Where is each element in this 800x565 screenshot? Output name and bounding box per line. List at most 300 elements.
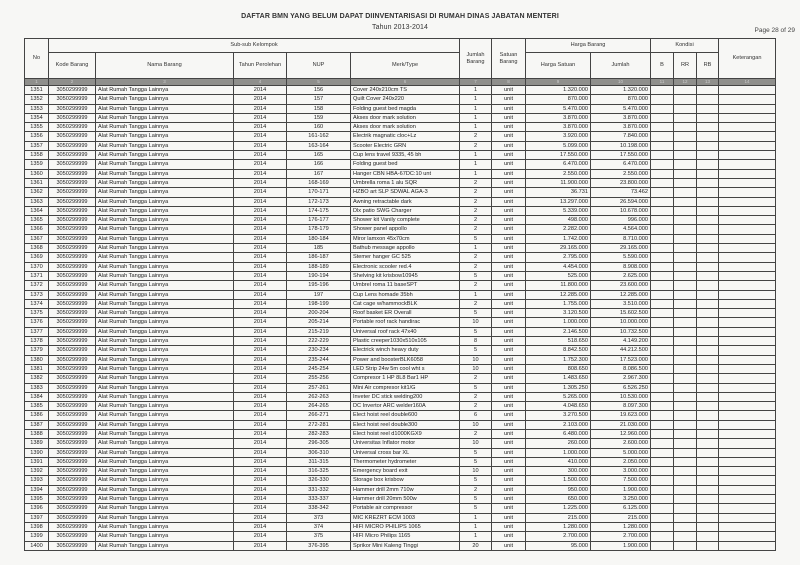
cell-jumlah-barang: 2 [460, 262, 492, 271]
cell-harga-jumlah: 12.285.000 [591, 290, 651, 299]
table-row [25, 132, 776, 141]
cell-harga-satuan: 1.742.000 [526, 234, 591, 243]
cell-nama-barang: Alat Rumah Tangga Lainnya [96, 178, 234, 187]
column-number: 10 [591, 79, 651, 86]
cell-kondisi-rb [697, 532, 719, 541]
cell-nup: 186-187 [287, 253, 351, 262]
cell-nama-barang: Alat Rumah Tangga Lainnya [96, 374, 234, 383]
cell-nup: 156 [287, 86, 351, 95]
cell-merk-type: Hammer drill 20mm 500w [351, 495, 460, 504]
cell-nama-barang: Alat Rumah Tangga Lainnya [96, 495, 234, 504]
cell-keterangan [719, 234, 776, 243]
cell-harga-jumlah: 2.967.300 [591, 374, 651, 383]
table-row [25, 281, 776, 290]
cell-harga-satuan: 2.700.000 [526, 532, 591, 541]
cell-jumlah-barang: 1 [460, 104, 492, 113]
cell-kondisi-b [651, 309, 674, 318]
cell-harga-jumlah: 3.250.000 [591, 495, 651, 504]
cell-satuan: unit [492, 355, 526, 364]
cell-merk-type: Storage box krisbow [351, 476, 460, 485]
cell-no: 1380 [25, 355, 49, 364]
cell-kondisi-rr [674, 337, 697, 346]
cell-keterangan [719, 374, 776, 383]
cell-merk-type: MIC KREZRT ECM 1003 [351, 513, 460, 522]
cell-harga-satuan: 2.146.500 [526, 327, 591, 336]
cell-kondisi-rr [674, 318, 697, 327]
cell-kondisi-b [651, 244, 674, 253]
cell-no: 1356 [25, 132, 49, 141]
cell-jumlah-barang: 2 [460, 402, 492, 411]
cell-kondisi-rr [674, 513, 697, 522]
cell-keterangan [719, 225, 776, 234]
cell-kode-barang: 3050299999 [49, 402, 96, 411]
cell-harga-jumlah: 3.000.000 [591, 467, 651, 476]
cell-kondisi-rr [674, 234, 697, 243]
cell-jumlah-barang: 2 [460, 132, 492, 141]
cell-kode-barang: 3050299999 [49, 160, 96, 169]
cell-harga-jumlah: 19.623.000 [591, 411, 651, 420]
cell-keterangan [719, 457, 776, 466]
cell-keterangan [719, 86, 776, 95]
cell-satuan: unit [492, 476, 526, 485]
cell-keterangan [719, 299, 776, 308]
cell-no: 1369 [25, 253, 49, 262]
table-row [25, 318, 776, 327]
table-row [25, 513, 776, 522]
table-row [25, 504, 776, 513]
cell-nup: 158 [287, 104, 351, 113]
cell-harga-satuan: 3.270.500 [526, 411, 591, 420]
cell-no: 1394 [25, 485, 49, 494]
cell-harga-jumlah: 17.550.000 [591, 151, 651, 160]
cell-merk-type: Miror lamxon 45x70cm [351, 234, 460, 243]
cell-merk-type: Electrik magnatic cloc+Lz [351, 132, 460, 141]
cell-nup: 161-162 [287, 132, 351, 141]
cell-keterangan [719, 123, 776, 132]
cell-kondisi-rb [697, 123, 719, 132]
cell-kode-barang: 3050299999 [49, 364, 96, 373]
table-row [25, 532, 776, 541]
cell-nup: 266-271 [287, 411, 351, 420]
cell-keterangan [719, 420, 776, 429]
cell-harga-satuan: 5.470.000 [526, 104, 591, 113]
cell-keterangan [719, 392, 776, 401]
cell-kondisi-b [651, 439, 674, 448]
cell-tahun: 2014 [234, 216, 287, 225]
cell-satuan: unit [492, 402, 526, 411]
cell-kondisi-b [651, 485, 674, 494]
cell-no: 1372 [25, 281, 49, 290]
cell-keterangan [719, 541, 776, 550]
cell-jumlah-barang: 5 [460, 383, 492, 392]
cell-nup: 264-265 [287, 402, 351, 411]
cell-kode-barang: 3050299999 [49, 225, 96, 234]
cell-merk-type: Emergency board exit [351, 467, 460, 476]
cell-nama-barang: Alat Rumah Tangga Lainnya [96, 169, 234, 178]
column-number: 12 [674, 79, 697, 86]
cell-harga-jumlah: 5.590.000 [591, 253, 651, 262]
cell-nup: 326-330 [287, 476, 351, 485]
cell-harga-satuan: 13.297.000 [526, 197, 591, 206]
cell-harga-satuan: 11.800.000 [526, 281, 591, 290]
cell-kondisi-b [651, 216, 674, 225]
cell-tahun: 2014 [234, 95, 287, 104]
table-row [25, 86, 776, 95]
cell-kondisi-rr [674, 522, 697, 531]
cell-nup: 180-184 [287, 234, 351, 243]
cell-satuan: unit [492, 364, 526, 373]
cell-harga-satuan: 36.731 [526, 188, 591, 197]
cell-keterangan [719, 346, 776, 355]
table-row [25, 374, 776, 383]
cell-kode-barang: 3050299999 [49, 216, 96, 225]
cell-satuan: unit [492, 337, 526, 346]
header-nama-barang: Nama Barang [96, 53, 234, 79]
cell-nup: 373 [287, 513, 351, 522]
cell-merk-type: Elect hoist reel double600 [351, 411, 460, 420]
cell-no: 1390 [25, 448, 49, 457]
cell-kondisi-b [651, 206, 674, 215]
column-number: 8 [492, 79, 526, 86]
cell-satuan: unit [492, 411, 526, 420]
cell-no: 1360 [25, 169, 49, 178]
cell-nama-barang: Alat Rumah Tangga Lainnya [96, 541, 234, 550]
cell-harga-satuan: 1.305.250 [526, 383, 591, 392]
cell-kondisi-rb [697, 327, 719, 336]
cell-kondisi-rr [674, 504, 697, 513]
cell-kode-barang: 3050299999 [49, 104, 96, 113]
cell-nama-barang: Alat Rumah Tangga Lainnya [96, 504, 234, 513]
cell-nup: 375 [287, 532, 351, 541]
cell-kondisi-b [651, 290, 674, 299]
cell-merk-type: Electrick winch heavy duty [351, 346, 460, 355]
cell-nama-barang: Alat Rumah Tangga Lainnya [96, 160, 234, 169]
cell-no: 1391 [25, 457, 49, 466]
cell-no: 1374 [25, 299, 49, 308]
cell-kondisi-rr [674, 448, 697, 457]
cell-kondisi-b [651, 225, 674, 234]
cell-kode-barang: 3050299999 [49, 318, 96, 327]
cell-keterangan [719, 411, 776, 420]
cell-harga-jumlah: 10.000.000 [591, 318, 651, 327]
cell-nup: 282-283 [287, 429, 351, 438]
cell-kode-barang: 3050299999 [49, 169, 96, 178]
cell-harga-jumlah: 1.900.000 [591, 541, 651, 550]
cell-kondisi-rr [674, 392, 697, 401]
cell-nama-barang: Alat Rumah Tangga Lainnya [96, 244, 234, 253]
table-row [25, 262, 776, 271]
cell-kode-barang: 3050299999 [49, 439, 96, 448]
cell-kondisi-rb [697, 337, 719, 346]
cell-nup: 170-171 [287, 188, 351, 197]
cell-merk-type: Sprikor Mini Kaleng Tinggi [351, 541, 460, 550]
table-row [25, 299, 776, 308]
cell-jumlah-barang: 5 [460, 309, 492, 318]
table-row [25, 402, 776, 411]
header-nup: NUP [287, 53, 351, 79]
cell-satuan: unit [492, 513, 526, 522]
cell-satuan: unit [492, 234, 526, 243]
table-row [25, 337, 776, 346]
cell-nama-barang: Alat Rumah Tangga Lainnya [96, 197, 234, 206]
cell-jumlah-barang: 5 [460, 448, 492, 457]
cell-merk-type: Akses door mark solution [351, 113, 460, 122]
cell-kondisi-rb [697, 86, 719, 95]
cell-satuan: unit [492, 504, 526, 513]
cell-no: 1355 [25, 123, 49, 132]
cell-harga-satuan: 525.000 [526, 271, 591, 280]
table-row [25, 383, 776, 392]
cell-no: 1396 [25, 504, 49, 513]
cell-kode-barang: 3050299999 [49, 504, 96, 513]
cell-harga-satuan: 2.103.000 [526, 420, 591, 429]
cell-kondisi-rb [697, 355, 719, 364]
cell-tahun: 2014 [234, 392, 287, 401]
cell-kondisi-rr [674, 95, 697, 104]
cell-kondisi-rr [674, 411, 697, 420]
cell-nup: 272-281 [287, 420, 351, 429]
table-row [25, 178, 776, 187]
cell-keterangan [719, 383, 776, 392]
cell-harga-jumlah: 10.678.000 [591, 206, 651, 215]
cell-kondisi-b [651, 132, 674, 141]
cell-jumlah-barang: 10 [460, 355, 492, 364]
cell-kondisi-rb [697, 188, 719, 197]
cell-nama-barang: Alat Rumah Tangga Lainnya [96, 132, 234, 141]
table-body [25, 86, 776, 551]
cell-jumlah-barang: 1 [460, 151, 492, 160]
cell-nama-barang: Alat Rumah Tangga Lainnya [96, 327, 234, 336]
cell-kondisi-rr [674, 86, 697, 95]
header-kode-barang: Kode Barang [49, 53, 96, 79]
cell-jumlah-barang: 1 [460, 244, 492, 253]
cell-keterangan [719, 197, 776, 206]
cell-nup: 333-337 [287, 495, 351, 504]
cell-nama-barang: Alat Rumah Tangga Lainnya [96, 104, 234, 113]
cell-harga-satuan: 1.755.000 [526, 299, 591, 308]
cell-nup: 166 [287, 160, 351, 169]
cell-kondisi-rb [697, 402, 719, 411]
cell-jumlah-barang: 2 [460, 253, 492, 262]
cell-nup: 296-305 [287, 439, 351, 448]
cell-harga-jumlah: 870.000 [591, 95, 651, 104]
cell-kode-barang: 3050299999 [49, 374, 96, 383]
cell-kondisi-rr [674, 188, 697, 197]
cell-nama-barang: Alat Rumah Tangga Lainnya [96, 123, 234, 132]
cell-satuan: unit [492, 309, 526, 318]
cell-kondisi-rb [697, 141, 719, 150]
cell-harga-jumlah: 8.086.500 [591, 364, 651, 373]
cell-harga-satuan: 260.000 [526, 439, 591, 448]
cell-kode-barang: 3050299999 [49, 299, 96, 308]
cell-tahun: 2014 [234, 504, 287, 513]
table-row [25, 495, 776, 504]
cell-harga-satuan: 650.000 [526, 495, 591, 504]
cell-keterangan [719, 178, 776, 187]
cell-nup: 160 [287, 123, 351, 132]
cell-kode-barang: 3050299999 [49, 532, 96, 541]
cell-harga-satuan: 3.870.000 [526, 113, 591, 122]
cell-merk-type: Portable roof rack handirac [351, 318, 460, 327]
cell-nama-barang: Alat Rumah Tangga Lainnya [96, 216, 234, 225]
cell-kondisi-rr [674, 113, 697, 122]
cell-nama-barang: Alat Rumah Tangga Lainnya [96, 532, 234, 541]
cell-merk-type: Power and boosterBLK6058 [351, 355, 460, 364]
cell-tahun: 2014 [234, 522, 287, 531]
cell-nama-barang: Alat Rumah Tangga Lainnya [96, 299, 234, 308]
cell-keterangan [719, 169, 776, 178]
cell-kondisi-rb [697, 318, 719, 327]
cell-kondisi-b [651, 318, 674, 327]
cell-jumlah-barang: 10 [460, 420, 492, 429]
cell-satuan: unit [492, 485, 526, 494]
cell-tahun: 2014 [234, 457, 287, 466]
cell-satuan: unit [492, 299, 526, 308]
cell-kondisi-rb [697, 151, 719, 160]
cell-kondisi-b [651, 262, 674, 271]
cell-harga-satuan: 300.000 [526, 467, 591, 476]
table-row [25, 541, 776, 550]
cell-keterangan [719, 513, 776, 522]
table-header [25, 39, 776, 86]
cell-kondisi-b [651, 299, 674, 308]
cell-no: 1359 [25, 160, 49, 169]
cell-no: 1386 [25, 411, 49, 420]
cell-jumlah-barang: 1 [460, 123, 492, 132]
cell-kode-barang: 3050299999 [49, 290, 96, 299]
cell-kondisi-rr [674, 206, 697, 215]
cell-satuan: unit [492, 188, 526, 197]
cell-harga-satuan: 870.000 [526, 95, 591, 104]
cell-kode-barang: 3050299999 [49, 206, 96, 215]
cell-tahun: 2014 [234, 281, 287, 290]
cell-harga-jumlah: 26.594.000 [591, 197, 651, 206]
cell-nup: 167 [287, 169, 351, 178]
cell-harga-satuan: 95.000 [526, 541, 591, 550]
cell-kondisi-rb [697, 160, 719, 169]
column-number: 7 [460, 79, 492, 86]
cell-jumlah-barang: 2 [460, 392, 492, 401]
cell-harga-jumlah: 3.870.000 [591, 113, 651, 122]
cell-tahun: 2014 [234, 244, 287, 253]
cell-tahun: 2014 [234, 262, 287, 271]
cell-tahun: 2014 [234, 309, 287, 318]
column-number: 9 [526, 79, 591, 86]
cell-kondisi-b [651, 327, 674, 336]
cell-kondisi-rb [697, 485, 719, 494]
column-number: 13 [697, 79, 719, 86]
cell-jumlah-barang: 2 [460, 188, 492, 197]
cell-harga-jumlah: 10.530.000 [591, 392, 651, 401]
cell-nama-barang: Alat Rumah Tangga Lainnya [96, 420, 234, 429]
cell-tahun: 2014 [234, 439, 287, 448]
cell-merk-type: Akses door mark solution [351, 123, 460, 132]
cell-kondisi-rr [674, 439, 697, 448]
cell-jumlah-barang: 2 [460, 281, 492, 290]
cell-satuan: unit [492, 262, 526, 271]
column-number: 11 [651, 79, 674, 86]
cell-kondisi-b [651, 364, 674, 373]
cell-nup: 374 [287, 522, 351, 531]
cell-no: 1384 [25, 392, 49, 401]
cell-jumlah-barang: 2 [460, 429, 492, 438]
cell-no: 1397 [25, 513, 49, 522]
cell-merk-type: Electronic scooler red.4 [351, 262, 460, 271]
cell-keterangan [719, 355, 776, 364]
cell-harga-satuan: 2.282.000 [526, 225, 591, 234]
cell-no: 1395 [25, 495, 49, 504]
cell-kode-barang: 3050299999 [49, 467, 96, 476]
cell-jumlah-barang: 10 [460, 364, 492, 373]
cell-jumlah-barang: 1 [460, 513, 492, 522]
cell-merk-type: Quilt Cover 240x220 [351, 95, 460, 104]
cell-satuan: unit [492, 522, 526, 531]
cell-harga-satuan: 4.454.000 [526, 262, 591, 271]
cell-kondisi-rb [697, 299, 719, 308]
cell-kode-barang: 3050299999 [49, 420, 96, 429]
cell-harga-satuan: 518.650 [526, 337, 591, 346]
cell-kondisi-b [651, 86, 674, 95]
cell-nama-barang: Alat Rumah Tangga Lainnya [96, 467, 234, 476]
cell-kondisi-rr [674, 253, 697, 262]
cell-tahun: 2014 [234, 485, 287, 494]
cell-merk-type: Universitas Inflator motor [351, 439, 460, 448]
cell-nama-barang: Alat Rumah Tangga Lainnya [96, 318, 234, 327]
cell-nama-barang: Alat Rumah Tangga Lainnya [96, 253, 234, 262]
cell-harga-jumlah: 3.510.000 [591, 299, 651, 308]
cell-satuan: unit [492, 132, 526, 141]
cell-kode-barang: 3050299999 [49, 123, 96, 132]
cell-keterangan [719, 95, 776, 104]
cell-kode-barang: 3050299999 [49, 448, 96, 457]
header-kondisi-b: B [651, 53, 674, 79]
cell-tahun: 2014 [234, 402, 287, 411]
cell-keterangan [719, 188, 776, 197]
cell-harga-jumlah: 7.500.000 [591, 476, 651, 485]
cell-kondisi-rb [697, 290, 719, 299]
cell-merk-type: Inveter DC stick welding200 [351, 392, 460, 401]
cell-harga-satuan: 1.000.000 [526, 318, 591, 327]
cell-harga-satuan: 950.000 [526, 485, 591, 494]
cell-kode-barang: 3050299999 [49, 281, 96, 290]
cell-nama-barang: Alat Rumah Tangga Lainnya [96, 206, 234, 215]
cell-kondisi-rr [674, 123, 697, 132]
cell-nama-barang: Alat Rumah Tangga Lainnya [96, 346, 234, 355]
cell-kondisi-rb [697, 281, 719, 290]
cell-harga-jumlah: 23.600.000 [591, 281, 651, 290]
cell-harga-jumlah: 73.462 [591, 188, 651, 197]
cell-satuan: unit [492, 271, 526, 280]
cell-harga-satuan: 1.320.000 [526, 86, 591, 95]
cell-jumlah-barang: 5 [460, 457, 492, 466]
header-harga-satuan: Harga Satuan [526, 53, 591, 79]
cell-kondisi-rb [697, 495, 719, 504]
cell-nup: 157 [287, 95, 351, 104]
cell-kondisi-b [651, 271, 674, 280]
cell-kondisi-rb [697, 448, 719, 457]
cell-nama-barang: Alat Rumah Tangga Lainnya [96, 513, 234, 522]
cell-satuan: unit [492, 281, 526, 290]
cell-merk-type: Umbrella roma 1 alu SQR [351, 178, 460, 187]
column-number-row [25, 79, 776, 86]
cell-no: 1371 [25, 271, 49, 280]
cell-keterangan [719, 290, 776, 299]
cell-jumlah-barang: 1 [460, 95, 492, 104]
cell-nama-barang: Alat Rumah Tangga Lainnya [96, 383, 234, 392]
cell-kondisi-rr [674, 262, 697, 271]
cell-merk-type: DC Invertor ARC welder160A [351, 402, 460, 411]
cell-tahun: 2014 [234, 476, 287, 485]
